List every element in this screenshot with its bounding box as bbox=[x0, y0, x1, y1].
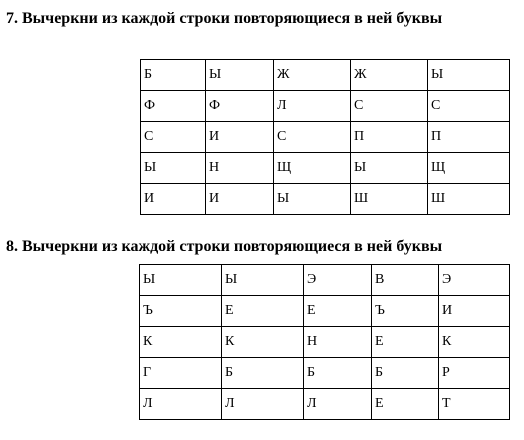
task-7-row-3 bbox=[141, 122, 510, 153]
letter-cell[interactable]: Б bbox=[304, 358, 372, 389]
letter-cell[interactable]: С bbox=[274, 122, 351, 153]
letter-cell[interactable]: Ы bbox=[206, 60, 274, 91]
letter-cell[interactable]: Е bbox=[304, 296, 372, 327]
letter-cell[interactable]: Ф bbox=[206, 91, 274, 122]
letter-cell[interactable]: Г bbox=[140, 358, 222, 389]
letter-cell[interactable]: Э bbox=[439, 265, 510, 296]
letter-cell[interactable]: Э bbox=[304, 265, 372, 296]
task-8-letter-grid bbox=[139, 264, 510, 420]
letter-cell[interactable]: Щ bbox=[428, 153, 510, 184]
letter-cell[interactable]: Е bbox=[372, 327, 439, 358]
letter-cell[interactable]: Л bbox=[222, 389, 304, 420]
letter-cell[interactable]: П bbox=[351, 122, 428, 153]
task-7-letter-grid bbox=[140, 59, 510, 215]
letter-cell[interactable]: И bbox=[439, 296, 510, 327]
letter-cell[interactable]: В bbox=[372, 265, 439, 296]
letter-cell[interactable]: Ы bbox=[351, 153, 428, 184]
task-7-title: 7. Вычеркни из каждой строки повторяющиеся в ней буквы bbox=[6, 10, 443, 27]
letter-cell[interactable]: Ы bbox=[274, 184, 351, 215]
letter-cell[interactable]: Ъ bbox=[140, 296, 222, 327]
letter-cell[interactable]: И bbox=[206, 122, 274, 153]
letter-cell[interactable]: Щ bbox=[274, 153, 351, 184]
task-7-row-4 bbox=[141, 153, 510, 184]
letter-cell[interactable]: Ы bbox=[140, 265, 222, 296]
letter-cell[interactable]: Н bbox=[304, 327, 372, 358]
letter-cell[interactable]: Ы bbox=[141, 153, 206, 184]
task-8-row-1 bbox=[140, 265, 510, 296]
letter-cell[interactable]: Е bbox=[372, 389, 439, 420]
letter-cell[interactable]: К bbox=[140, 327, 222, 358]
letter-cell[interactable]: Б bbox=[141, 60, 206, 91]
letter-cell[interactable]: И bbox=[141, 184, 206, 215]
letter-cell[interactable]: Н bbox=[206, 153, 274, 184]
task-8-row-4 bbox=[140, 358, 510, 389]
letter-cell[interactable]: Л bbox=[304, 389, 372, 420]
letter-cell[interactable]: И bbox=[206, 184, 274, 215]
letter-cell[interactable]: Ы bbox=[222, 265, 304, 296]
letter-cell[interactable]: К bbox=[439, 327, 510, 358]
letter-cell[interactable]: Ж bbox=[351, 60, 428, 91]
letter-cell[interactable]: С bbox=[141, 122, 206, 153]
task-7-row-5 bbox=[141, 184, 510, 215]
letter-cell[interactable]: Ш bbox=[351, 184, 428, 215]
task-7-row-1 bbox=[141, 60, 510, 91]
letter-cell[interactable]: Ф bbox=[141, 91, 206, 122]
letter-cell[interactable]: Т bbox=[439, 389, 510, 420]
letter-cell[interactable]: С bbox=[351, 91, 428, 122]
task-8-row-3 bbox=[140, 327, 510, 358]
letter-cell[interactable]: Ж bbox=[274, 60, 351, 91]
letter-cell[interactable]: Б bbox=[372, 358, 439, 389]
task-7-row-2 bbox=[141, 91, 510, 122]
letter-cell[interactable]: Л bbox=[140, 389, 222, 420]
letter-cell[interactable]: С bbox=[428, 91, 510, 122]
letter-cell[interactable]: Ы bbox=[428, 60, 510, 91]
letter-cell[interactable]: Р bbox=[439, 358, 510, 389]
letter-cell[interactable]: Ш bbox=[428, 184, 510, 215]
letter-cell[interactable]: Л bbox=[274, 91, 351, 122]
letter-cell[interactable]: Б bbox=[222, 358, 304, 389]
letter-cell[interactable]: К bbox=[222, 327, 304, 358]
task-8-title: 8. Вычеркни из каждой строки повторяющиеся в ней буквы bbox=[6, 238, 443, 255]
letter-cell[interactable]: П bbox=[428, 122, 510, 153]
task-8-row-5 bbox=[140, 389, 510, 420]
letter-cell[interactable]: Е bbox=[222, 296, 304, 327]
task-8-row-2 bbox=[140, 296, 510, 327]
letter-cell[interactable]: Ъ bbox=[372, 296, 439, 327]
